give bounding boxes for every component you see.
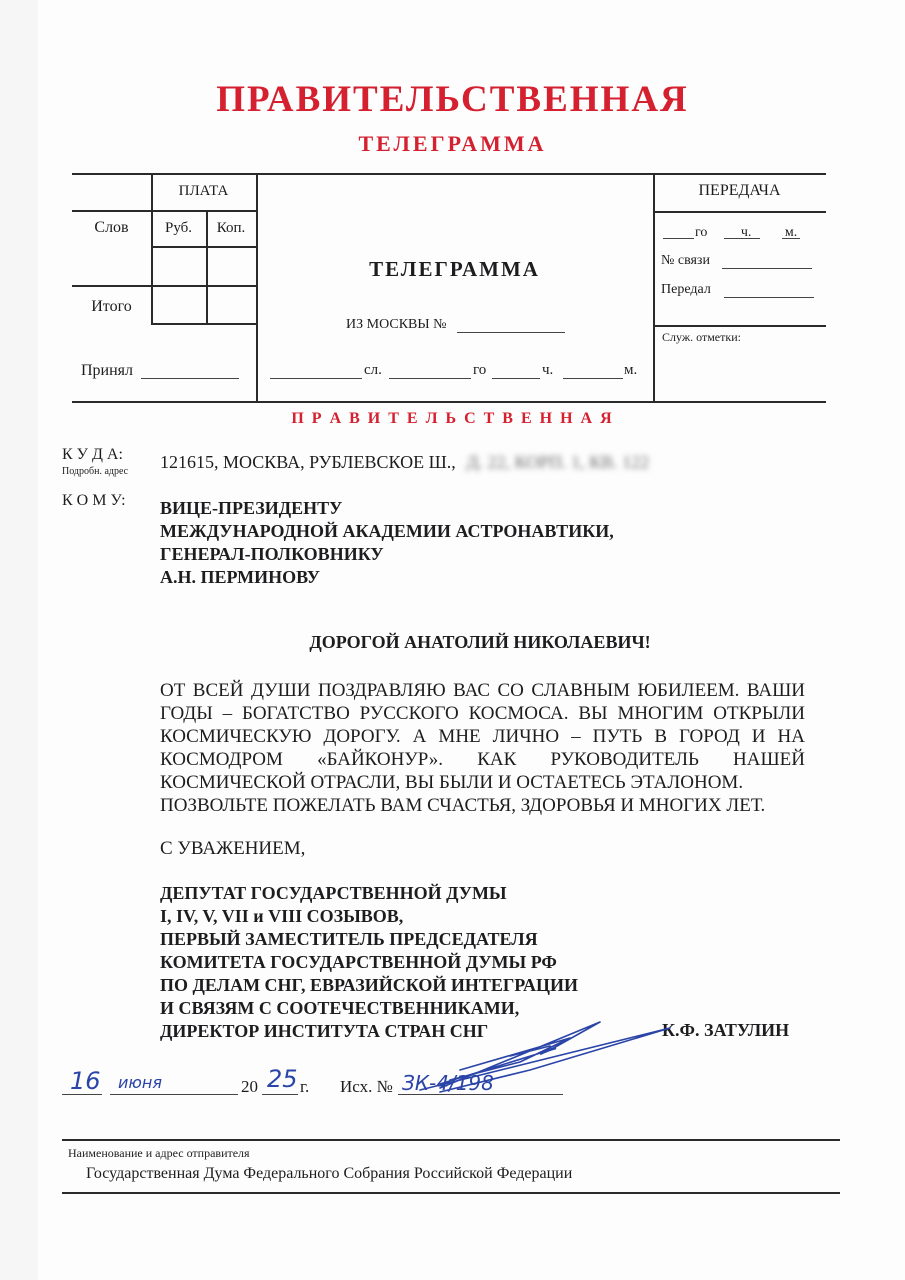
peredacha-label: ПЕРЕДАЧА	[698, 182, 781, 199]
kuda-label: К У Д А:	[62, 446, 123, 463]
plata-label: ПЛАТА	[178, 183, 229, 199]
komu-line: МЕЖДУНАРОДНОЙ АКАДЕМИИ АСТРОНАВТИКИ,	[160, 521, 614, 541]
go-label: го	[473, 362, 487, 378]
rub-label: Руб.	[164, 220, 193, 236]
isx-number: ЗК-4/198	[402, 1071, 494, 1095]
sl-label: сл.	[364, 362, 382, 378]
komu-label: К О М У:	[62, 492, 126, 509]
sig-line: КОМИТЕТА ГОСУДАРСТВЕННОЙ ДУМЫ РФ	[160, 952, 557, 972]
komu-line: ВИЦЕ-ПРЕЗИДЕНТУ	[160, 498, 343, 518]
sig-line: И СВЯЗЯМ С СООТЕЧЕСТВЕННИКАМИ,	[160, 998, 520, 1018]
year-suffix: 25	[267, 1065, 298, 1093]
kuda-address-text: 121615, МОСКВА, РУБЛЕВСКОЕ Ш.,	[160, 452, 456, 472]
signer-name: К.Ф. ЗАТУЛИН	[662, 1020, 790, 1040]
sender-label: Наименование и адрес отправителя	[68, 1146, 250, 1160]
date-month: июня	[118, 1073, 162, 1092]
prinyal-label: Принял	[81, 362, 134, 379]
sig-line: ДИРЕКТОР ИНСТИТУТА СТРАН СНГ	[160, 1021, 489, 1041]
no-svyazi-label: № связи	[661, 253, 710, 268]
header-subtitle: ТЕЛЕГРАММА	[358, 131, 547, 156]
m-label: м.	[624, 362, 638, 378]
sender-name: Государственная Дума Федерального Собрания Российской Федерации	[86, 1165, 573, 1182]
komu-line: А.Н. ПЕРМИНОВУ	[160, 567, 320, 587]
ch-label: ч.	[542, 362, 554, 378]
kuda-address	[160, 452, 649, 473]
komu-block	[160, 497, 614, 589]
sig-line: ПО ДЕЛАМ СНГ, ЕВРАЗИЙСКОЙ ИНТЕГРАЦИИ	[160, 975, 578, 995]
sig-line: ПЕРВЫЙ ЗАМЕСТИТЕЛЬ ПРЕДСЕДАТЕЛЯ	[160, 929, 538, 949]
paragraph-1: ОТ ВСЕЙ ДУШИ ПОЗДРАВЛЯЮ ВАС СО СЛАВНЫМ ЮБИЛЕЕМ. ВАШИ ГОДЫ – БОГАТСТВО РУССКОГО КОСМОСА. ВЫ МНОГИМ ОТКРЫЛИ КОСМИЧЕСКУЮ ДОРОГУ. А МНЕ ЛИЧНО – ПУТЬ В ГОРОД И НА КОСМОДРОМ «БАЙКОНУР». КАК РУКОВОДИТЕЛЬ НАШЕЙ КОСМИЧЕСКОЙ ОТРАСЛИ, ВЫ БЫЛИ И ОСТАЕТЕСЬ ЭТАЛОНОМ.	[160, 680, 805, 793]
closing: С УВАЖЕНИЕМ,	[160, 838, 306, 859]
date-day: 16	[70, 1067, 101, 1095]
kuda-address-redacted: Д. 22, КОРП. 1, КВ. 122	[466, 452, 650, 472]
year-prefix: 20	[241, 1077, 258, 1096]
itogo-label: Итого	[91, 298, 132, 315]
komu-line: ГЕНЕРАЛ-ПОЛКОВНИКУ	[160, 544, 384, 564]
sig-line: I, IV, V, VII и VIII СОЗЫВОВ,	[160, 906, 404, 926]
go-ch-m-label: го ч. м.	[695, 225, 798, 240]
sig-line: ДЕПУТАТ ГОСУДАРСТВЕННОЙ ДУМЫ	[160, 883, 507, 903]
isx-label: Исх. №	[340, 1077, 393, 1096]
greeting: ДОРОГОЙ АНАТОЛИЙ НИКОЛАЕВИЧ!	[309, 632, 651, 652]
letter-body	[160, 679, 805, 817]
kop-label: Коп.	[216, 220, 246, 236]
pravitelstvennaya-band: П Р А В И Т Е Л Ь С Т В Е Н Н А Я	[291, 410, 614, 427]
slov-label: Слов	[94, 219, 129, 236]
paragraph-2: ПОЗВОЛЬТЕ ПОЖЕЛАТЬ ВАМ СЧАСТЬЯ, ЗДОРОВЬЯ И МНОГИХ ЛЕТ.	[160, 795, 766, 816]
sluzh-label: Служ. отметки:	[662, 330, 741, 344]
iz-moskvy-label: ИЗ МОСКВЫ №	[346, 317, 447, 332]
center-telegram-title: ТЕЛЕГРАММА	[369, 257, 540, 281]
kuda-sublabel: Подробн. адрес	[62, 466, 129, 477]
header-title: ПРАВИТЕЛЬСТВЕННАЯ	[216, 79, 689, 120]
year-g: г.	[300, 1077, 310, 1096]
peredal-label: Передал	[661, 282, 711, 297]
